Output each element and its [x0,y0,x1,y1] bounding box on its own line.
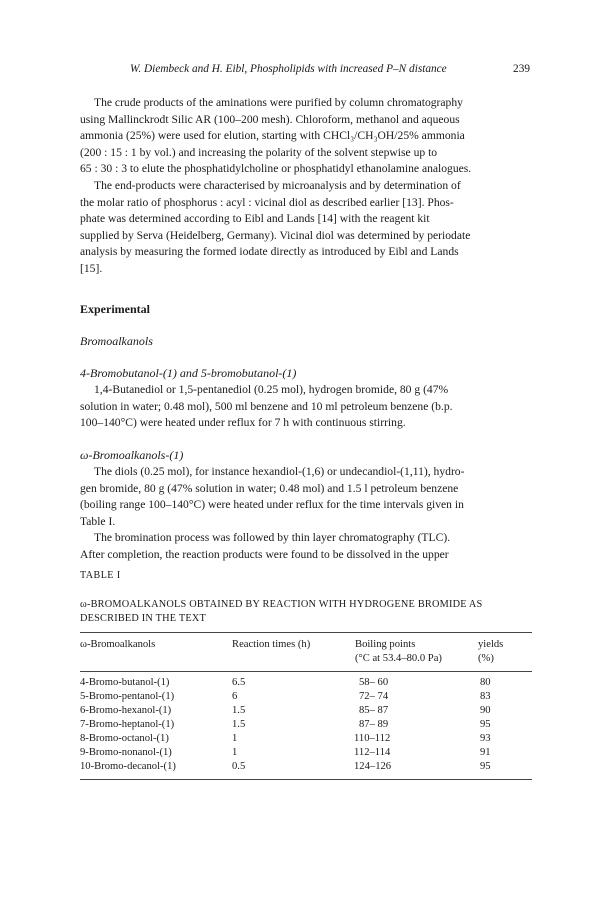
cell-compound: 8-Bromo-octanol-(1) [80,733,169,744]
cell-time: 0.5 [232,761,246,772]
sub1-paragraph [80,382,532,432]
table-row [80,719,532,733]
running-header [130,63,530,75]
cell-yield: 95 [480,719,491,730]
cell-time: 6 [232,691,238,702]
subsection-heading: Bromoalkanols [80,334,153,348]
col-header-bp: Boiling points (°C at 53.4–80.0 Pa) [355,639,442,665]
caption-line: ω-BROMOALKANOLS OBTAINED BY REACTION WITH HYDROGENE BROMIDE AS [80,599,483,610]
cell-compound: 9-Bromo-nonanol-(1) [80,747,172,758]
cell-time: 6.5 [232,677,246,688]
table-row [80,733,532,747]
intro-paragraph [80,95,532,278]
text-line: using Mallinckrodt Silic AR (100–200 mesh). Chloroform, methanol and aqueous [80,112,460,126]
table-bottom-rule [80,779,532,780]
cell-time: 1 [232,747,238,758]
cell-bp: 87– 89 [359,719,389,730]
cell-compound: 7-Bromo-heptanol-(1) [80,719,175,730]
text-line: The bromination process was followed by thin layer chromatography (TLC). [94,531,451,545]
text-line: phate was determined according to Eibl and Lands [14] with the reagent kit [80,212,430,226]
text-line: supplied by Serva (Heidelberg, Germany). Vicinal diol was determined by periodate [80,228,471,242]
text-line: The crude products of the aminations were purified by column chromatography [94,96,463,109]
cell-compound: 10-Bromo-decanol-(1) [80,761,176,772]
cell-compound: 5-Bromo-pentanol-(1) [80,691,175,702]
text-line: [15]. [80,261,103,275]
table-label: TABLE I [80,570,121,581]
page-number: 239 [513,63,530,75]
text-line: ammonia (25%) were used for elution, starting with CHCl₃/CH₃OH/25% ammonia [80,129,465,143]
col-header-yield: yields (%) [478,639,504,665]
text-line: Table I. [80,514,116,528]
cell-bp: 58– 60 [359,677,389,688]
table-row [80,691,532,705]
sub2-paragraph [80,464,532,564]
sub2-heading: ω-Bromoalkanols-(1) [80,448,184,462]
text-line: solution in water; 0.48 mol), 500 ml benzene and 10 ml petroleum benzene (b.p. [80,399,453,413]
cell-time: 1 [232,733,238,744]
table-row [80,705,532,719]
cell-yield: 93 [480,733,491,744]
table-caption [80,598,532,626]
cell-yield: 90 [480,705,491,716]
cell-time: 1.5 [232,705,246,716]
running-title: W. Diembeck and H. Eibl, Phospholipids with increased P–N distance [130,63,447,75]
table-row [80,747,532,761]
table-header-rule [80,671,532,672]
cell-bp: 112–114 [354,747,391,758]
sub1-heading: 4-Bromobutanol-(1) and 5-bromobutanol-(1) [80,366,297,380]
text-line: The diols (0.25 mol), for instance hexandiol-(1,6) or undecandiol-(1,11), hydro- [94,465,465,478]
text-line: 100–140°C) were heated under reflux for 7 h with continuous stirring. [80,416,406,430]
cell-bp: 72– 74 [359,691,389,702]
caption-line: DESCRIBED IN THE TEXT [80,613,206,624]
text-line: 1,4-Butanediol or 1,5-pentanediol (0.25 mol), hydrogen bromide, 80 g (47% [94,383,449,396]
cell-bp: 124–126 [354,761,392,772]
section-heading: Experimental [80,302,150,316]
table-row [80,761,532,775]
text-line: the molar ratio of phosphorus : acyl : vicinal diol as described earlier [13]. Phos- [80,195,454,209]
table-row [80,677,532,691]
table-top-rule [80,632,532,633]
col-header-time: Reaction times (h) [232,639,311,650]
cell-compound: 6-Bromo-hexanol-(1) [80,705,172,716]
col-header-compound: ω-Bromoalkanols [80,639,156,650]
cell-yield: 91 [480,747,491,758]
text-line: (boiling range 100–140°C) were heated under reflux for the time intervals given in [80,498,464,512]
cell-compound: 4-Bromo-butanol-(1) [80,677,170,688]
text-line: analysis by measuring the formed iodate directly as introduced by Eibl and Lands [80,245,459,259]
cell-yield: 95 [480,761,491,772]
cell-bp: 110–112 [354,733,391,744]
text-line: (200 : 15 : 1 by vol.) and increasing the polarity of the solvent stepwise up to [80,145,438,159]
text-line: After completion, the reaction products were found to be dissolved in the upper [80,547,449,561]
cell-bp: 85– 87 [359,705,389,716]
cell-yield: 83 [480,691,491,702]
text-line: 65 : 30 : 3 to elute the phosphatidylcholine or phosphatidyl ethanolamine analogues. [80,162,472,176]
cell-yield: 80 [480,677,491,688]
text-line: gen bromide, 80 g (47% solution in water; 0.48 mol) and 1.5 l petroleum benzene [80,481,459,495]
cell-time: 1.5 [232,719,246,730]
text-line: The end-products were characterised by microanalysis and by determination of [94,178,461,192]
